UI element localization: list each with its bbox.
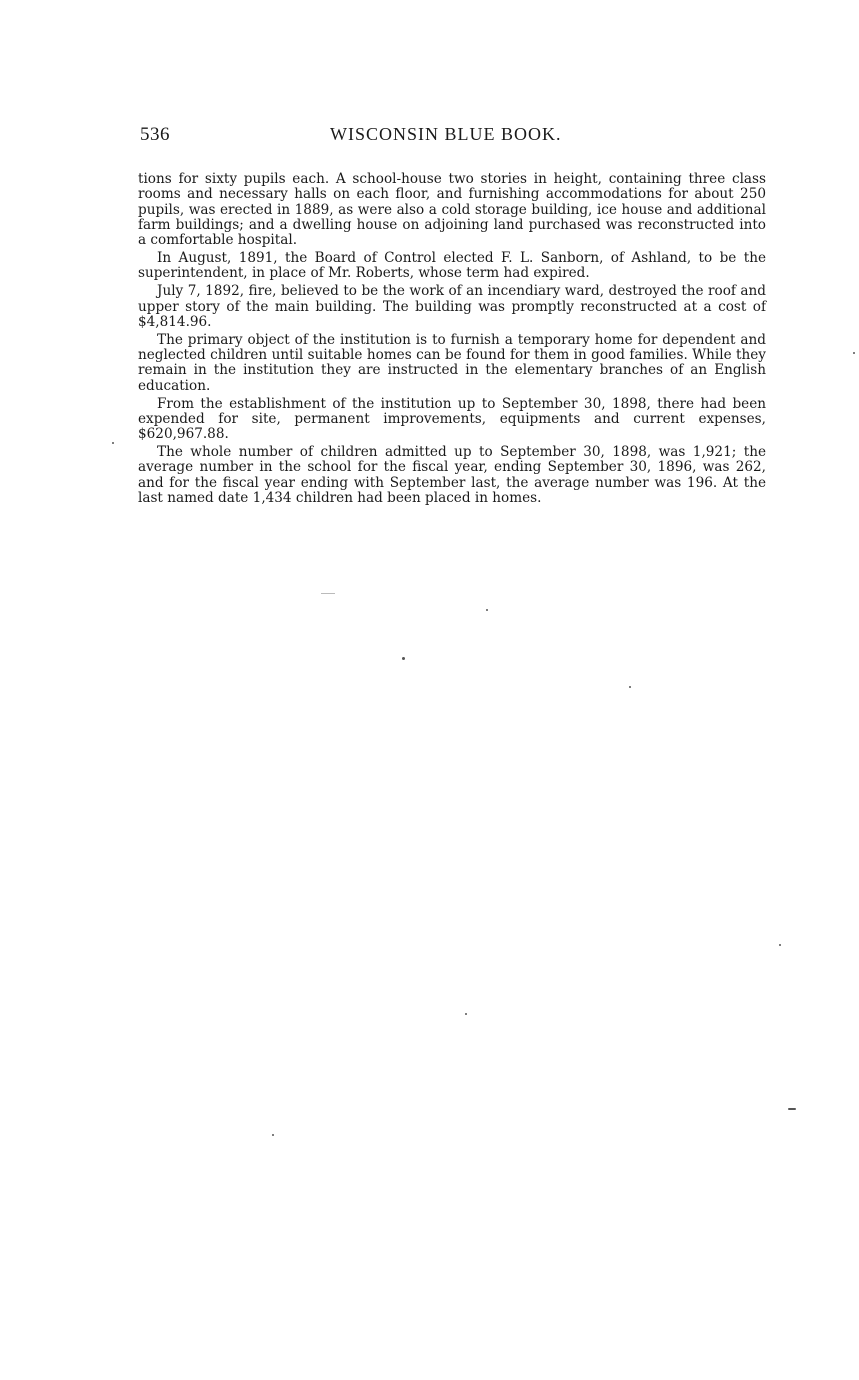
scan-speck (853, 352, 855, 354)
scan-speck (779, 944, 781, 946)
scan-speck (788, 1108, 796, 1110)
scan-speck (629, 686, 631, 688)
paragraph-fire: July 7, 1892, fire, believed to be the work of an incendiary ward, destroyed the roof and upper story of the main building. The building was promptly reconstructed at a cost of $4,814.96. (138, 283, 766, 330)
paragraph-school-buildings: tions for sixty pupils each. A school-house two stories in height, containing three class rooms and necessary halls on each floor, and furnishing accommodations for about 250 pupils, was erected in 1889, as were also a cold storage building, ice house and additional farm buildings; and a dwelling house on adjoining land purchased was reconstructed into a comfortable hospital. (138, 171, 766, 249)
scan-speck (321, 593, 335, 594)
paragraph-children-admitted: The whole number of children admitted up to September 30, 1898, was 1,921; the average number in the school for the fiscal year, ending September 30, 1896, was 262, and for the fiscal year ending with September last, the average number was 196. At the last named date 1,434 children had been placed in homes. (138, 444, 766, 506)
scan-speck (402, 657, 405, 660)
scan-speck (272, 1134, 274, 1136)
paragraph-superintendent: In August, 1891, the Board of Control elected F. L. Sanborn, of Ashland, to be the superintendent, in place of Mr. Roberts, whose term had expired. (138, 250, 766, 282)
scan-speck (112, 442, 114, 444)
scan-speck (465, 1013, 467, 1015)
page-number: 536 (140, 124, 170, 145)
paragraph-purpose: The primary object of the institution is to furnish a temporary home for dependent and neglected children until suitable homes can be found for them in good families. While they remain in the institution they are instructed in the elementary branches of an English education. (138, 331, 766, 394)
paragraph-expenditures: From the establishment of the institution up to September 30, 1898, there had been expended for site, permanent improvements, equipments and current expenses, $620,967.88. (138, 395, 766, 443)
scan-speck (486, 609, 488, 611)
running-head (140, 124, 766, 148)
body-text (138, 172, 766, 509)
running-title: WISCONSIN BLUE BOOK. (330, 124, 562, 144)
